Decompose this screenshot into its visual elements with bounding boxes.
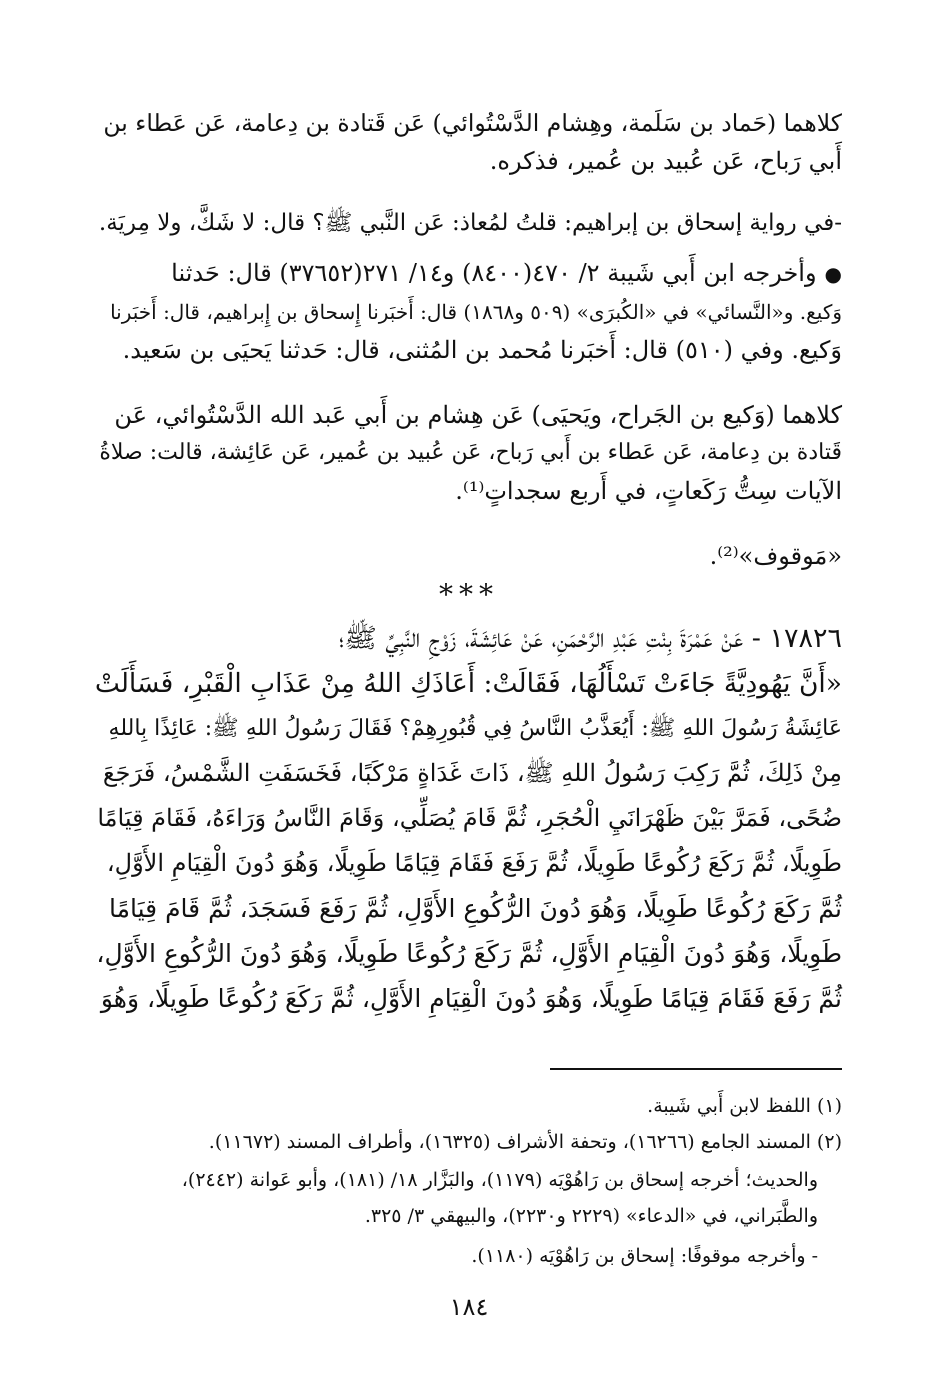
paragraph-chain-2 <box>96 396 842 510</box>
text-line: «مَوقوف»⁽²⁾. <box>709 542 842 570</box>
text-line: -في رواية إسحاق بن إبراهيم: قلتُ لمُعاذ: عَن النَّبي ﷺ؟ قال: لا شَكَّ، ولا مِريَة. <box>98 210 842 236</box>
footnote-2-continued: والطَّبَراني، في «الدعاء» (٢٢٢٩ و٢٢٣٠)، والبيهقي ٣/ ٣٢٥. <box>364 1205 818 1227</box>
footnote-2-continued: والحديث؛ أخرجه إسحاق بن رَاهُوْيَه (١١٧٩)، والبَزَّار ١٨/ (١٨١)، وأبو عَوانة (٢٤٤٢)، <box>181 1169 818 1191</box>
text-line <box>96 254 842 293</box>
text-line: قَتادة بن دِعامة، عَن عَطاء بن أَبي رَباح، عَن عُبيد بن عُمير، عَن عَائِشة، قالت: صلاةُ <box>99 440 842 465</box>
hadith-line: طَوِيلًا، ثُمَّ رَكَعَ رُكُوعًا طَوِيلًا، ثُمَّ رَفَعَ فَقَامَ قِيَامًا طَوِيلًا، وَهُوَ دُونَ الْقِيَامِ الأَوَّلِ، <box>106 849 842 877</box>
section-separator: *** <box>439 578 499 611</box>
hadith-line: ثُمَّ رَفَعَ فَقَامَ قِيَامًا طَوِيلًا، وَهُوَ دُونَ الْقِيَامِ الأَوَّلِ، ثُمَّ رَكَعَ رُكُوعًا طَوِيلًا، وَهُوَ <box>100 984 842 1013</box>
text-line: وَكيع. و«النَّسائي» في «الكُبرَى» (٥٠٩ و١٨٦٨) قال: أَخبَرنا إِسحاق بن إِبراهيم، قال: أَخبَرنا <box>110 300 842 324</box>
footnote-1: (١) اللفظ لابن أَبي شَيبة. <box>647 1095 842 1117</box>
hadith-line: ثُمَّ رَكَعَ رُكُوعًا طَوِيلًا، وَهُوَ دُونَ الرُّكُوعِ الأَوَّلِ، ثُمَّ رَفَعَ فَسَجَدَ، ثُمَّ قَامَ قِيَامًا <box>109 894 842 923</box>
paragraph-chain-1 <box>96 104 842 180</box>
text-line: أَبي رَباح، عَن عُبيد بن عُمير، فذكره. <box>489 147 842 175</box>
footnote-2: (٢) المسند الجامع (١٦٢٦٦)، وتحفة الأشراف (١٦٣٢٥)، وأطراف المسند (١١٦٧٢). <box>208 1131 842 1153</box>
paragraph-takhrij <box>96 254 842 369</box>
footnote-2-continued: - وأخرجه موقوفًا: إسحاق بن رَاهُوْيَه (١١٨٠). <box>471 1245 818 1267</box>
hadith-line: طَوِيلًا، وَهُوَ دُونَ الْقِيَامِ الأَوَّلِ، ثُمَّ رَكَعَ رُكُوعًا طَوِيلًا، وَهُوَ دُونَ الرُّكُوعِ الأَوَّلِ، <box>96 939 842 968</box>
hadith-line: «أَنَّ يَهُودِيَّةً جَاءَتْ تَسْأَلُهَا، فَقَالَتْ: أَعَاذَكِ اللهُ مِنْ عَذَابِ الْقَبْرِ، فَسَأَلَتْ <box>94 668 842 699</box>
footnote-divider <box>550 1068 842 1070</box>
bullet-icon: ● <box>824 262 842 286</box>
text-line: كلاهما (وَكيع بن الجَراح، ويَحيَى) عَن هِشام بن أَبي عَبد الله الدَّسْتُوائي، عَن <box>114 401 842 429</box>
text-line: الآيات سِتُّ رَكَعاتٍ، في أَربع سجداتٍ⁽¹⁾. <box>455 477 842 505</box>
mawquf-label <box>96 537 842 575</box>
page-number: ١٨٤ <box>449 1293 489 1321</box>
paragraph-riwaya-note <box>96 204 842 242</box>
hadith-line: ١٧٨٢٦ - عَنْ عَمْرَةَ بِنْتِ عَبْدِ الرَّحْمَنِ، عَنْ عَائِشَةَ، زَوْجِ النَّبِيِّ ﷺ؛ <box>338 623 842 654</box>
hadith-line: ضُحًى، فَمَرَّ بَيْنَ ظَهْرَانَيِ الْحُجَرِ، ثُمَّ قَامَ يُصَلِّي، وَقَامَ النَّاسُ وَرَاءَهُ، فَقَامَ قِيَامًا <box>97 804 842 832</box>
hadith-line: مِنْ ذَلِكَ، ثُمَّ رَكِبَ رَسُولُ اللهِ ﷺ، ذَاتَ غَدَاةٍ مَرْكَبًا، فَخَسَفَتِ الشَّمْسُ، فَرَجَعَ <box>102 759 842 787</box>
hadith-text <box>96 616 842 1021</box>
text-line: وَكيع. وفي (٥١٠) قال: أَخبَرنا مُحمد بن المُثنى، قال: حَدثنا يَحيَى بن سَعيد. <box>122 336 842 364</box>
text-line: كلاهما (حَماد بن سَلَمة، وهِشام الدَّسْتُوائي) عَن قَتادة بن دِعامة، عَن عَطاء بن <box>103 109 842 137</box>
hadith-line: عَائِشَةُ رَسُولَ اللهِ ﷺ: أَيُعَذَّبُ النَّاسُ فِي قُبُورِهِمْ؟ فَقَالَ رَسُولُ اللهِ ﷺ: عَائِذًا بِاللهِ <box>108 716 842 741</box>
text-segment: وأخرجه ابن أَبي شَيبة ٢/ ٤٧٠(٨٤٠٠) و١٤/ ٢٧١(٣٧٦٥٢) قال: حَدثنا <box>171 259 817 287</box>
